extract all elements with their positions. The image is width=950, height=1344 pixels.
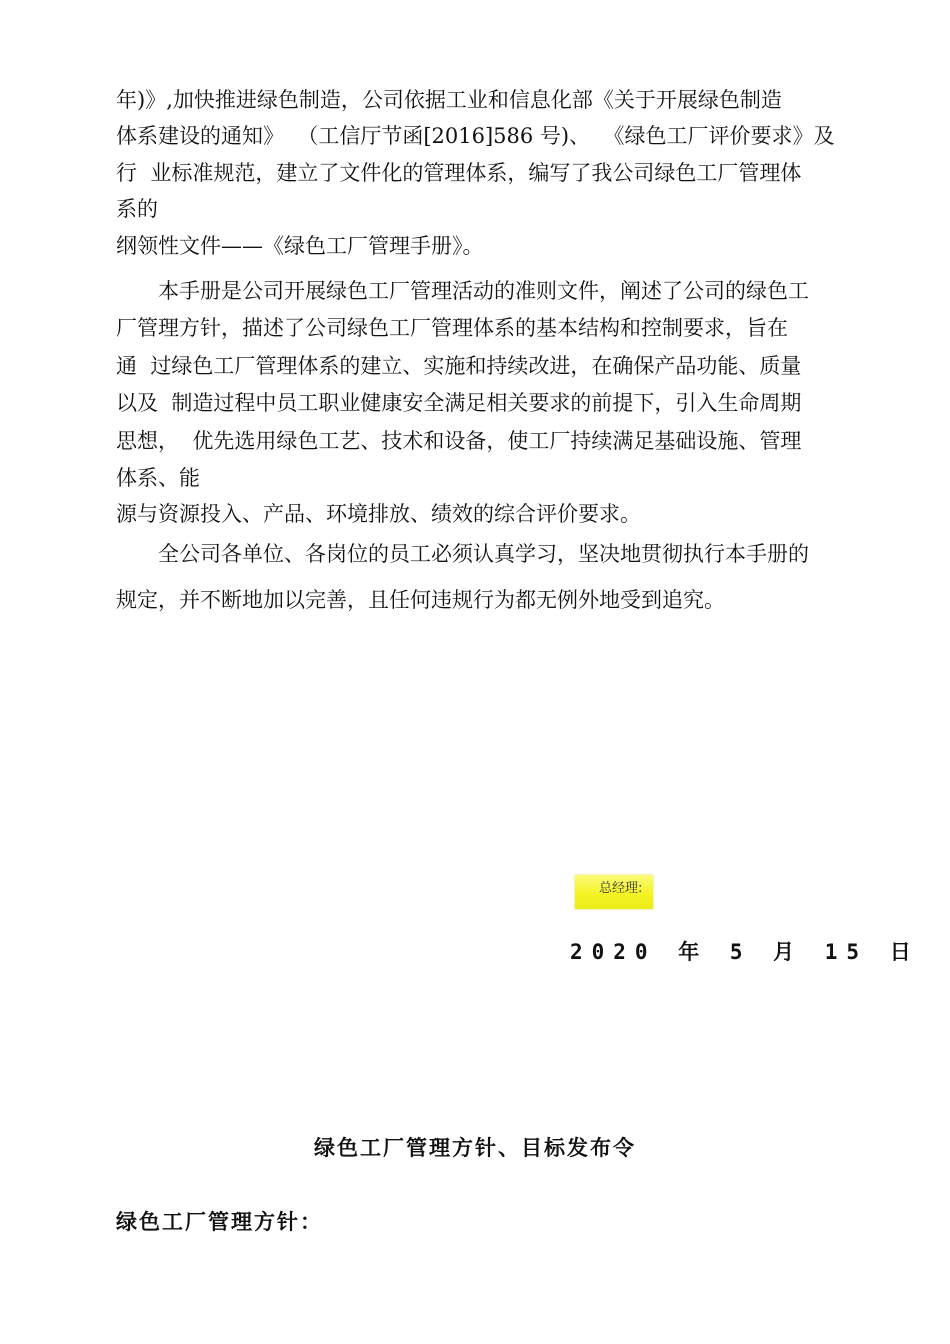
signature-highlight — [575, 875, 653, 909]
paragraph-2-line-2: 厂管理方针，描述了公司绿色工厂管理体系的基本结构和控制要求，旨在 — [116, 316, 788, 340]
section-title: 绿色工厂管理方针、目标发布令 — [314, 1136, 636, 1160]
paragraph-2-line-4: 以及 制造过程中员工职业健康安全满足相关要求的前提下，引入生命周期 — [116, 391, 802, 415]
paragraph-2-line-1: 本手册是公司开展绿色工厂管理活动的准则文件，阐述了公司的绿色工 — [158, 279, 809, 303]
paragraph-1-line-5: 纲领性文件——《绿色工厂管理手册》。 — [116, 234, 484, 258]
paragraph-1-line-1: 年)》,加快推进绿色制造，公司依据工业和信息化部《关于开展绿色制造 — [116, 88, 782, 112]
paragraph-1-line-2: 体系建设的通知》 （工信厅节函[2016]586 号)、 《绿色工厂评价要求》及 — [116, 124, 835, 148]
policy-subheading: 绿色工厂管理方针： — [116, 1210, 323, 1234]
issue-date: 2020 年 5 月 15 日 — [570, 940, 920, 964]
paragraph-2-line-5: 思想， 优先选用绿色工艺、技术和设备，使工厂持续满足基础设施、管理 — [116, 429, 802, 453]
paragraph-1-line-4: 系的 — [116, 197, 158, 221]
paragraph-2-line-7: 源与资源投入、产品、环境排放、绩效的综合评价要求。 — [116, 502, 641, 526]
signature-label: 总经理: — [599, 881, 643, 896]
paragraph-3-line-1: 全公司各单位、各岗位的员工必须认真学习，坚决地贯彻执行本手册的 — [158, 542, 809, 566]
paragraph-3-line-2: 规定，并不断地加以完善，且任何违规行为都无例外地受到追究。 — [116, 588, 725, 612]
paragraph-2-line-3: 通 过绿色工厂管理体系的建立、实施和持续改进，在确保产品功能、质量 — [116, 354, 802, 378]
paragraph-1-line-3: 行 业标准规范，建立了文件化的管理体系，编写了我公司绿色工厂管理体 — [116, 161, 802, 185]
paragraph-2-line-6: 体系、能 — [116, 466, 200, 490]
